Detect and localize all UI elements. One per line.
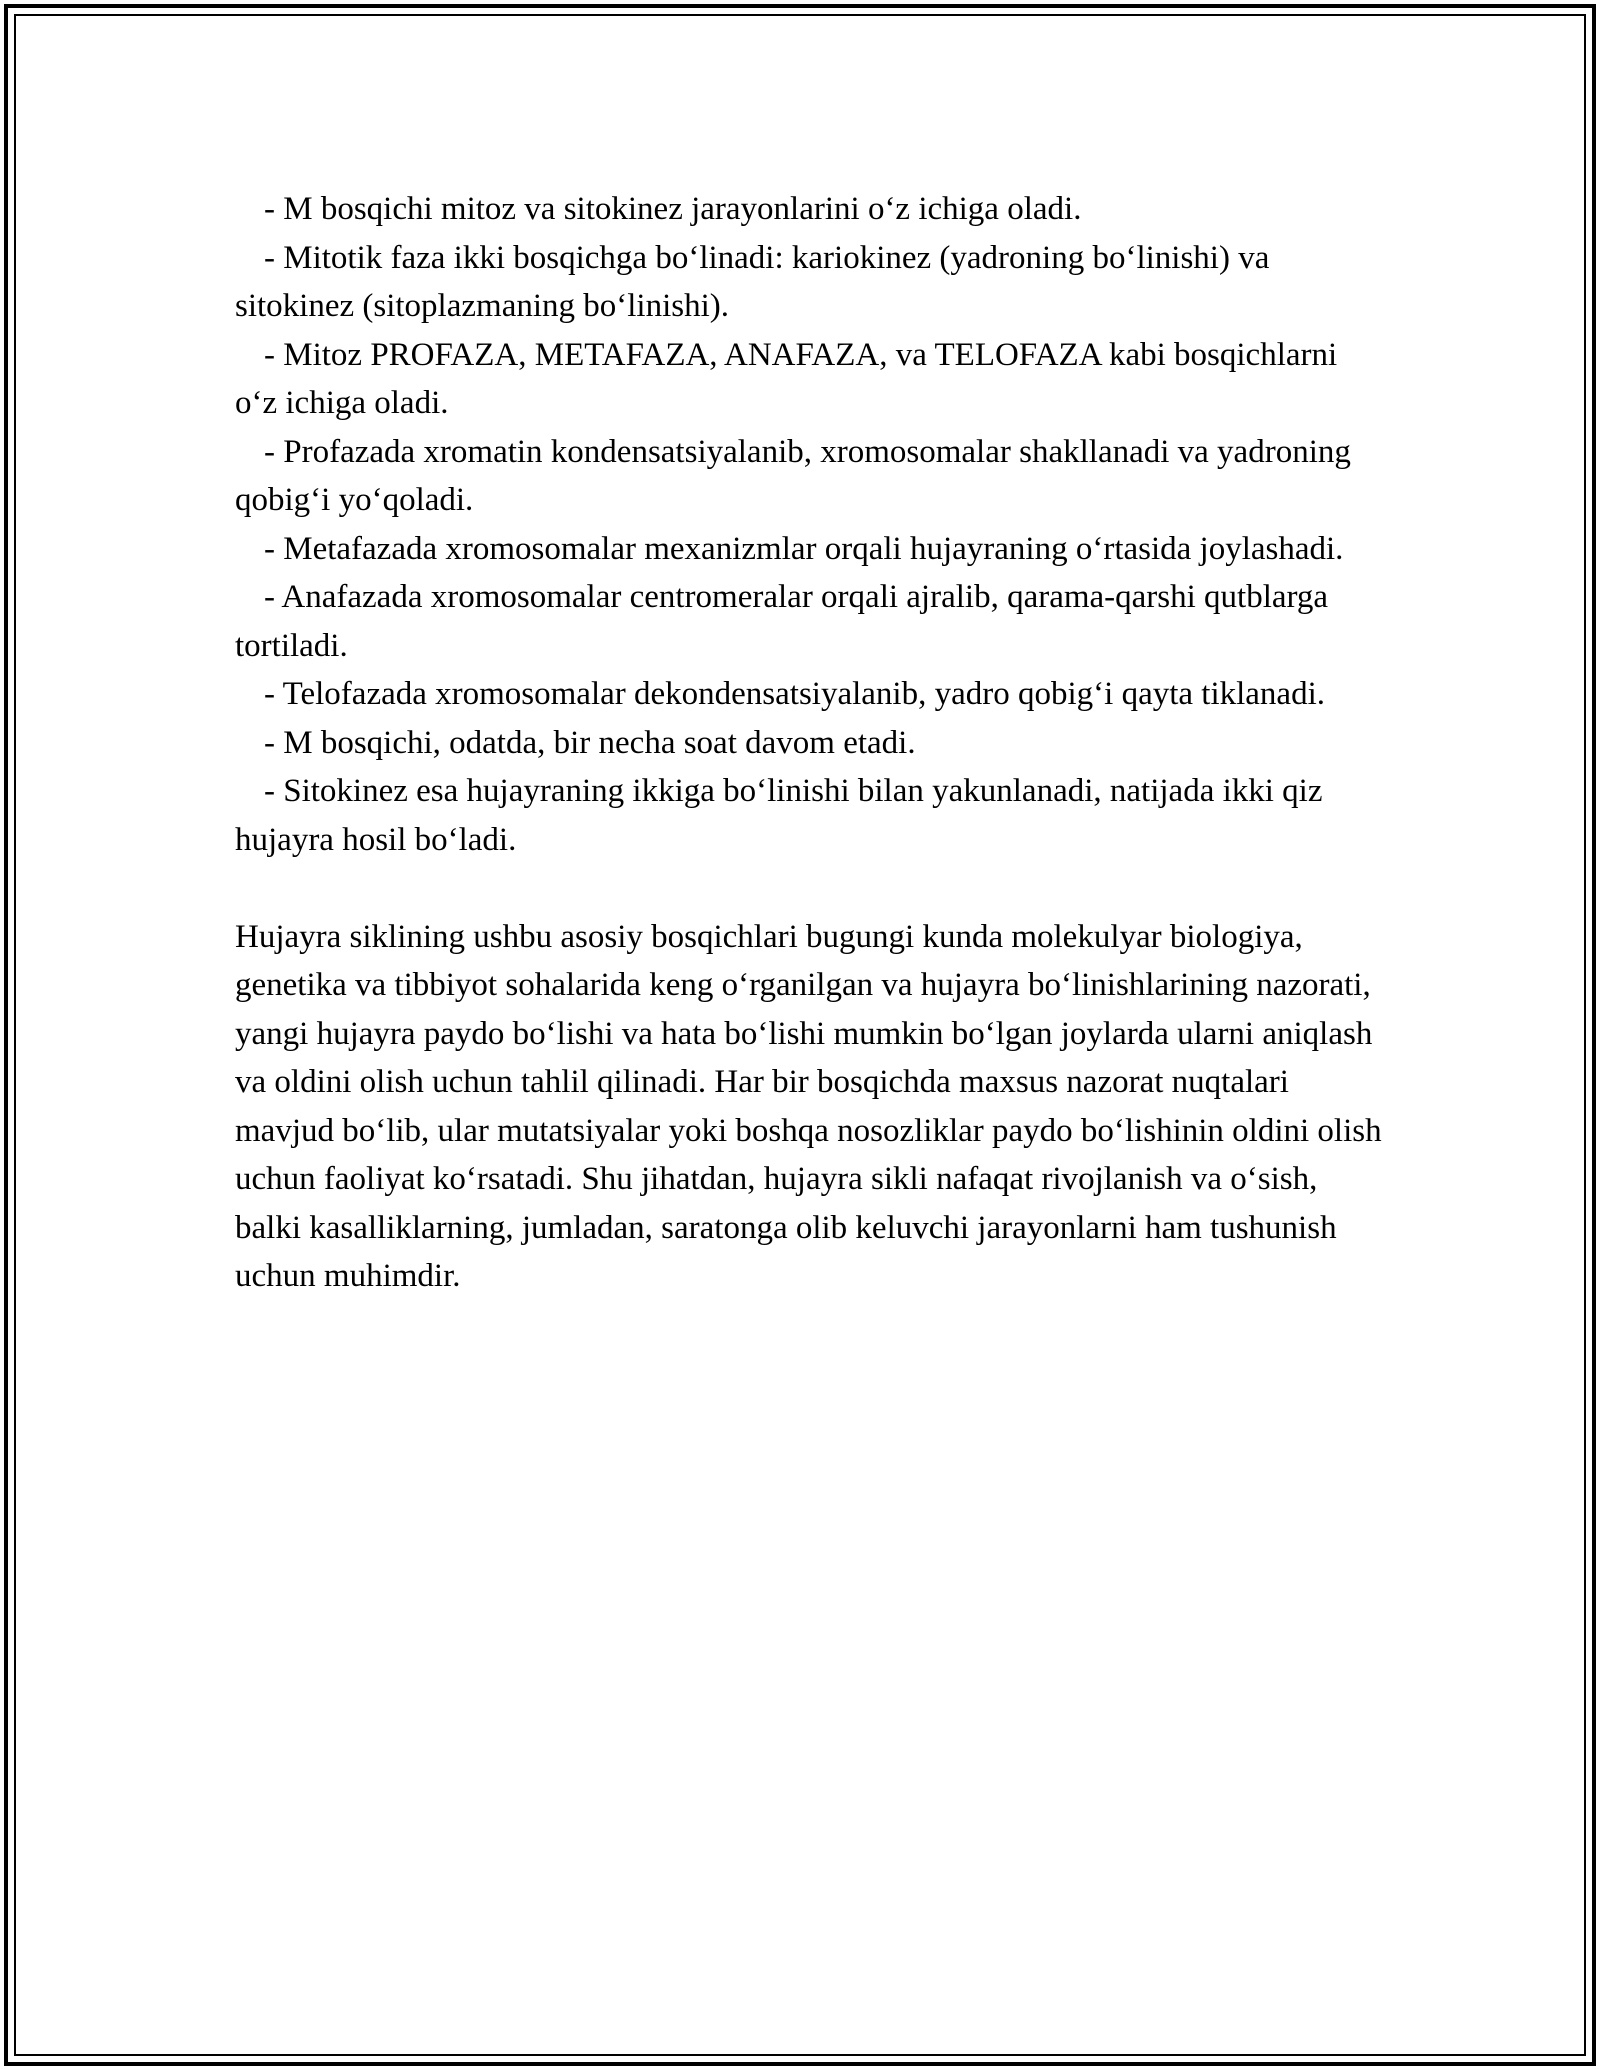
bullet-item: - Profazada xromatin kondensatsiyalanib, xromosomalar shakllanadi va yadroning qobig‘i yo‘qoladi. <box>235 433 1351 518</box>
bullet-item: - Sitokinez esa hujayraning ikkiga bo‘linishi bilan yakunlanadi, natijada ikki qiz hujayra hosil bo‘ladi. <box>235 773 1323 858</box>
bullet-item: - Metafazada xromosomalar mexanizmlar orqali hujayraning o‘rtasida joylashadi. <box>264 530 1344 567</box>
summary-paragraph: Hujayra siklining ushbu asosiy bosqichlari bugungi kunda molekulyar biologiya, genetika va tibbiyot sohalarida keng o‘rganilgan va hujayra bo‘linishlarining nazorati, yangi hujayra paydo bo‘lishi va hata bo‘lishi mumkin bo‘lgan joylarda ularni aniqlash va oldini olish uchun tahlil qilinadi. Har bir bosqichda maxsus nazorat nuqtalari mavjud bo‘lib, ular mutatsiyalar yoki boshqa nosozliklar paydo bo‘lishinin oldini olish uchun faoliyat ko‘rsatadi. Shu jihatdan, hujayra sikli nafaqat rivojlanish va o‘sish, balki kasalliklarning, jumladan, saratonga olib keluvchi jarayonlarni ham tushunish uchun muhimdir. <box>235 918 1382 1294</box>
bullet-item: - Telofazada xromosomalar dekondensatsiyalanib, yadro qobig‘i qayta tiklanadi. <box>264 676 1325 712</box>
bullet-item: - M bosqichi mitoz va sitokinez jarayonlarini o‘z ichiga oladi. <box>264 191 1082 227</box>
document-body <box>235 185 1385 1301</box>
bullet-item: - Mitotik faza ikki bosqichga bo‘linadi: kariokinez (yadroning bo‘linishi) va sitokinez (sitoplazmaning bo‘linishi). <box>235 239 1270 324</box>
paragraph-spacer <box>235 864 1385 913</box>
bullet-item: - Anafazada xromosomalar centromeralar orqali ajralib, qarama-qarshi qutblarga tortiladi. <box>235 579 1329 664</box>
bullet-item: - Mitoz PROFAZA, METAFAZA, ANAFAZA, va TELOFAZA kabi bosqichlarni o‘z ichiga oladi. <box>235 336 1338 421</box>
bullet-item: - M bosqichi, odatda, bir necha soat davom etadi. <box>264 724 916 761</box>
